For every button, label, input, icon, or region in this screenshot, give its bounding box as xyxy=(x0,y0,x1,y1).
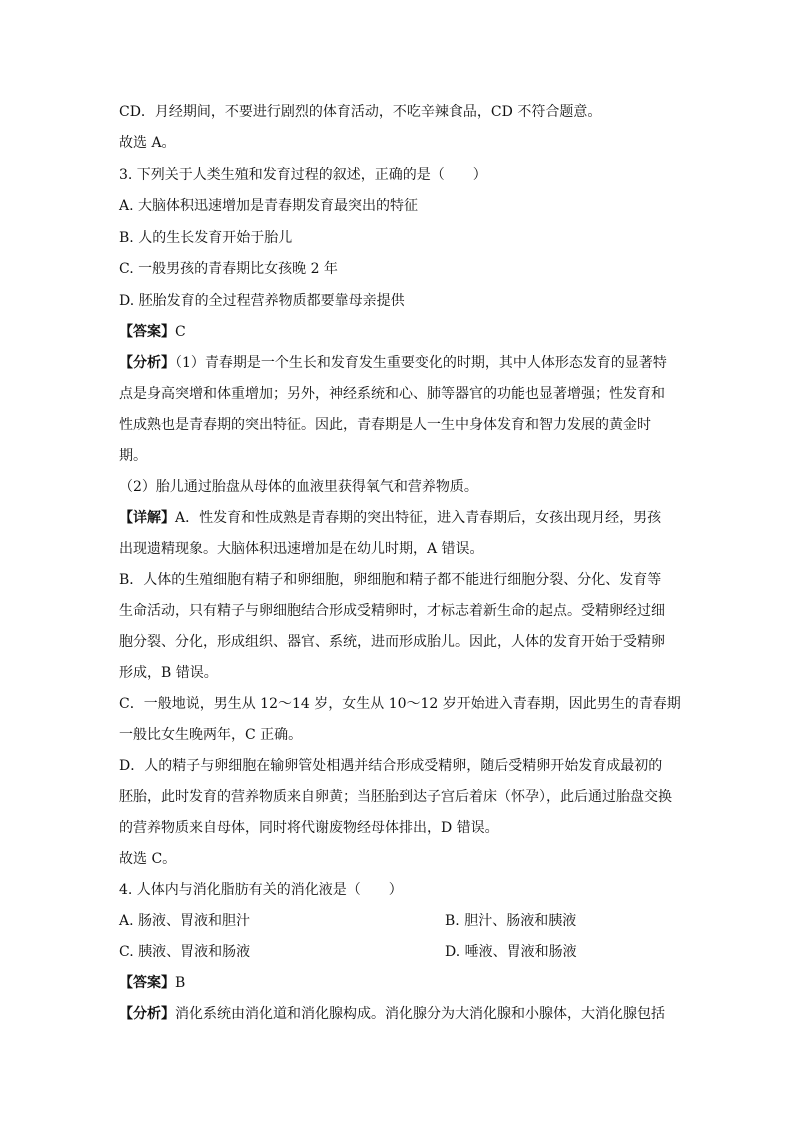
text-line: D．人的精子与卵细胞在输卵管处相遇并结合形成受精卵，随后受精卵开始发育成最初的 xyxy=(119,758,663,774)
text-line: 性成熟也是青春期的突出特征。因此，青春期是人一生中身体发育和智力发展的黄金时 xyxy=(119,417,651,433)
text-line: 胚胎，此时发育的营养物质来自卵黄；当胚胎到达子宫后着床（怀孕），此后通过胎盘交换 xyxy=(119,789,672,805)
question-4-option-d: D. 唾液、胃液和肠液 xyxy=(445,944,577,960)
question-3-option-a: A. 大脑体积迅速增加是青春期发育最突出的特征 xyxy=(119,198,419,214)
question-3-option-b: B. 人的生长发育开始于胎儿 xyxy=(119,230,293,246)
answer-line xyxy=(119,322,679,342)
analysis-line-2 xyxy=(119,1004,679,1024)
text-line: 一般比女生晚两年，C 正确。 xyxy=(119,727,303,743)
answer-label: 【答案】 xyxy=(119,975,175,991)
text-line: C．一般地说，男生从 12～14 岁，女生从 10～12 岁开始进入青春期，因此男生的青春期 xyxy=(119,696,681,712)
analysis-label: 【分析】 xyxy=(119,1006,175,1022)
question-3-stem: 3. 下列关于人类生殖和发育过程的叙述，正确的是（ ） xyxy=(119,167,487,183)
text-line: （2）胎儿通过胎盘从母体的血液里获得氧气和营养物质。 xyxy=(119,479,478,495)
analysis-line xyxy=(119,353,679,373)
question-4-option-a: A. 肠液、胃液和胆汁 xyxy=(119,913,251,929)
text-line: 生命活动，只有精子与卵细胞结合形成受精卵时，才标志着新生命的起点。受精卵经过细 xyxy=(119,603,665,619)
question-4-option-c: C. 胰液、胃液和肠液 xyxy=(119,944,251,960)
text-line: 故选 C。 xyxy=(119,851,177,867)
question-3-option-d: D. 胚胎发育的全过程营养物质都要靠母亲提供 xyxy=(119,293,405,309)
answer-label: 【答案】 xyxy=(119,324,175,340)
question-4-option-b: B. 胆汁、肠液和胰液 xyxy=(445,913,577,929)
analysis-text: 消化系统由消化道和消化腺构成。消化腺分为大消化腺和小腺体，大消化腺包括 xyxy=(175,1006,665,1022)
question-3-option-c: C. 一般男孩的青春期比女孩晚 2 年 xyxy=(119,261,338,277)
analysis-label: 【分析】 xyxy=(119,355,175,371)
detail-line xyxy=(119,508,679,528)
text-line: 形成，B 错误。 xyxy=(119,665,218,681)
answer-value: C xyxy=(175,324,186,340)
answer-line-2 xyxy=(119,973,679,993)
answer-value: B xyxy=(175,975,186,991)
detail-text: A．性发育和性成熟是青春期的突出特征，进入青春期后，女孩出现月经，男孩 xyxy=(175,510,662,526)
question-4-stem: 4. 人体内与消化脂肪有关的消化液是（ ） xyxy=(119,882,403,898)
text-line: B．人体的生殖细胞有精子和卵细胞，卵细胞和精子都不能进行细胞分裂、分化、发育等 xyxy=(119,572,662,588)
text-line: 期。 xyxy=(119,448,147,464)
detail-label: 【详解】 xyxy=(119,510,175,526)
text-line: 故选 A。 xyxy=(119,135,176,151)
text-line: CD．月经期间，不要进行剧烈的体育活动，不吃辛辣食品，CD 不符合题意。 xyxy=(119,104,602,120)
text-line: 胞分裂、分化，形成组织、器官、系统，进而形成胎儿。因此，人体的发育开始于受精卵 xyxy=(119,634,665,650)
text-line: 出现遗精现象。大脑体积迅速增加是在幼儿时期，A 错误。 xyxy=(119,541,484,557)
text-line: 点是身高突增和体重增加；另外，神经系统和心、肺等器官的功能也显著增强；性发育和 xyxy=(119,386,665,402)
analysis-text: （1）青春期是一个生长和发育发生重要变化的时期，其中人体形态发育的显著特 xyxy=(175,355,667,371)
text-line: 的营养物质来自母体，同时将代谢废物经母体排出，D 错误。 xyxy=(119,820,499,836)
